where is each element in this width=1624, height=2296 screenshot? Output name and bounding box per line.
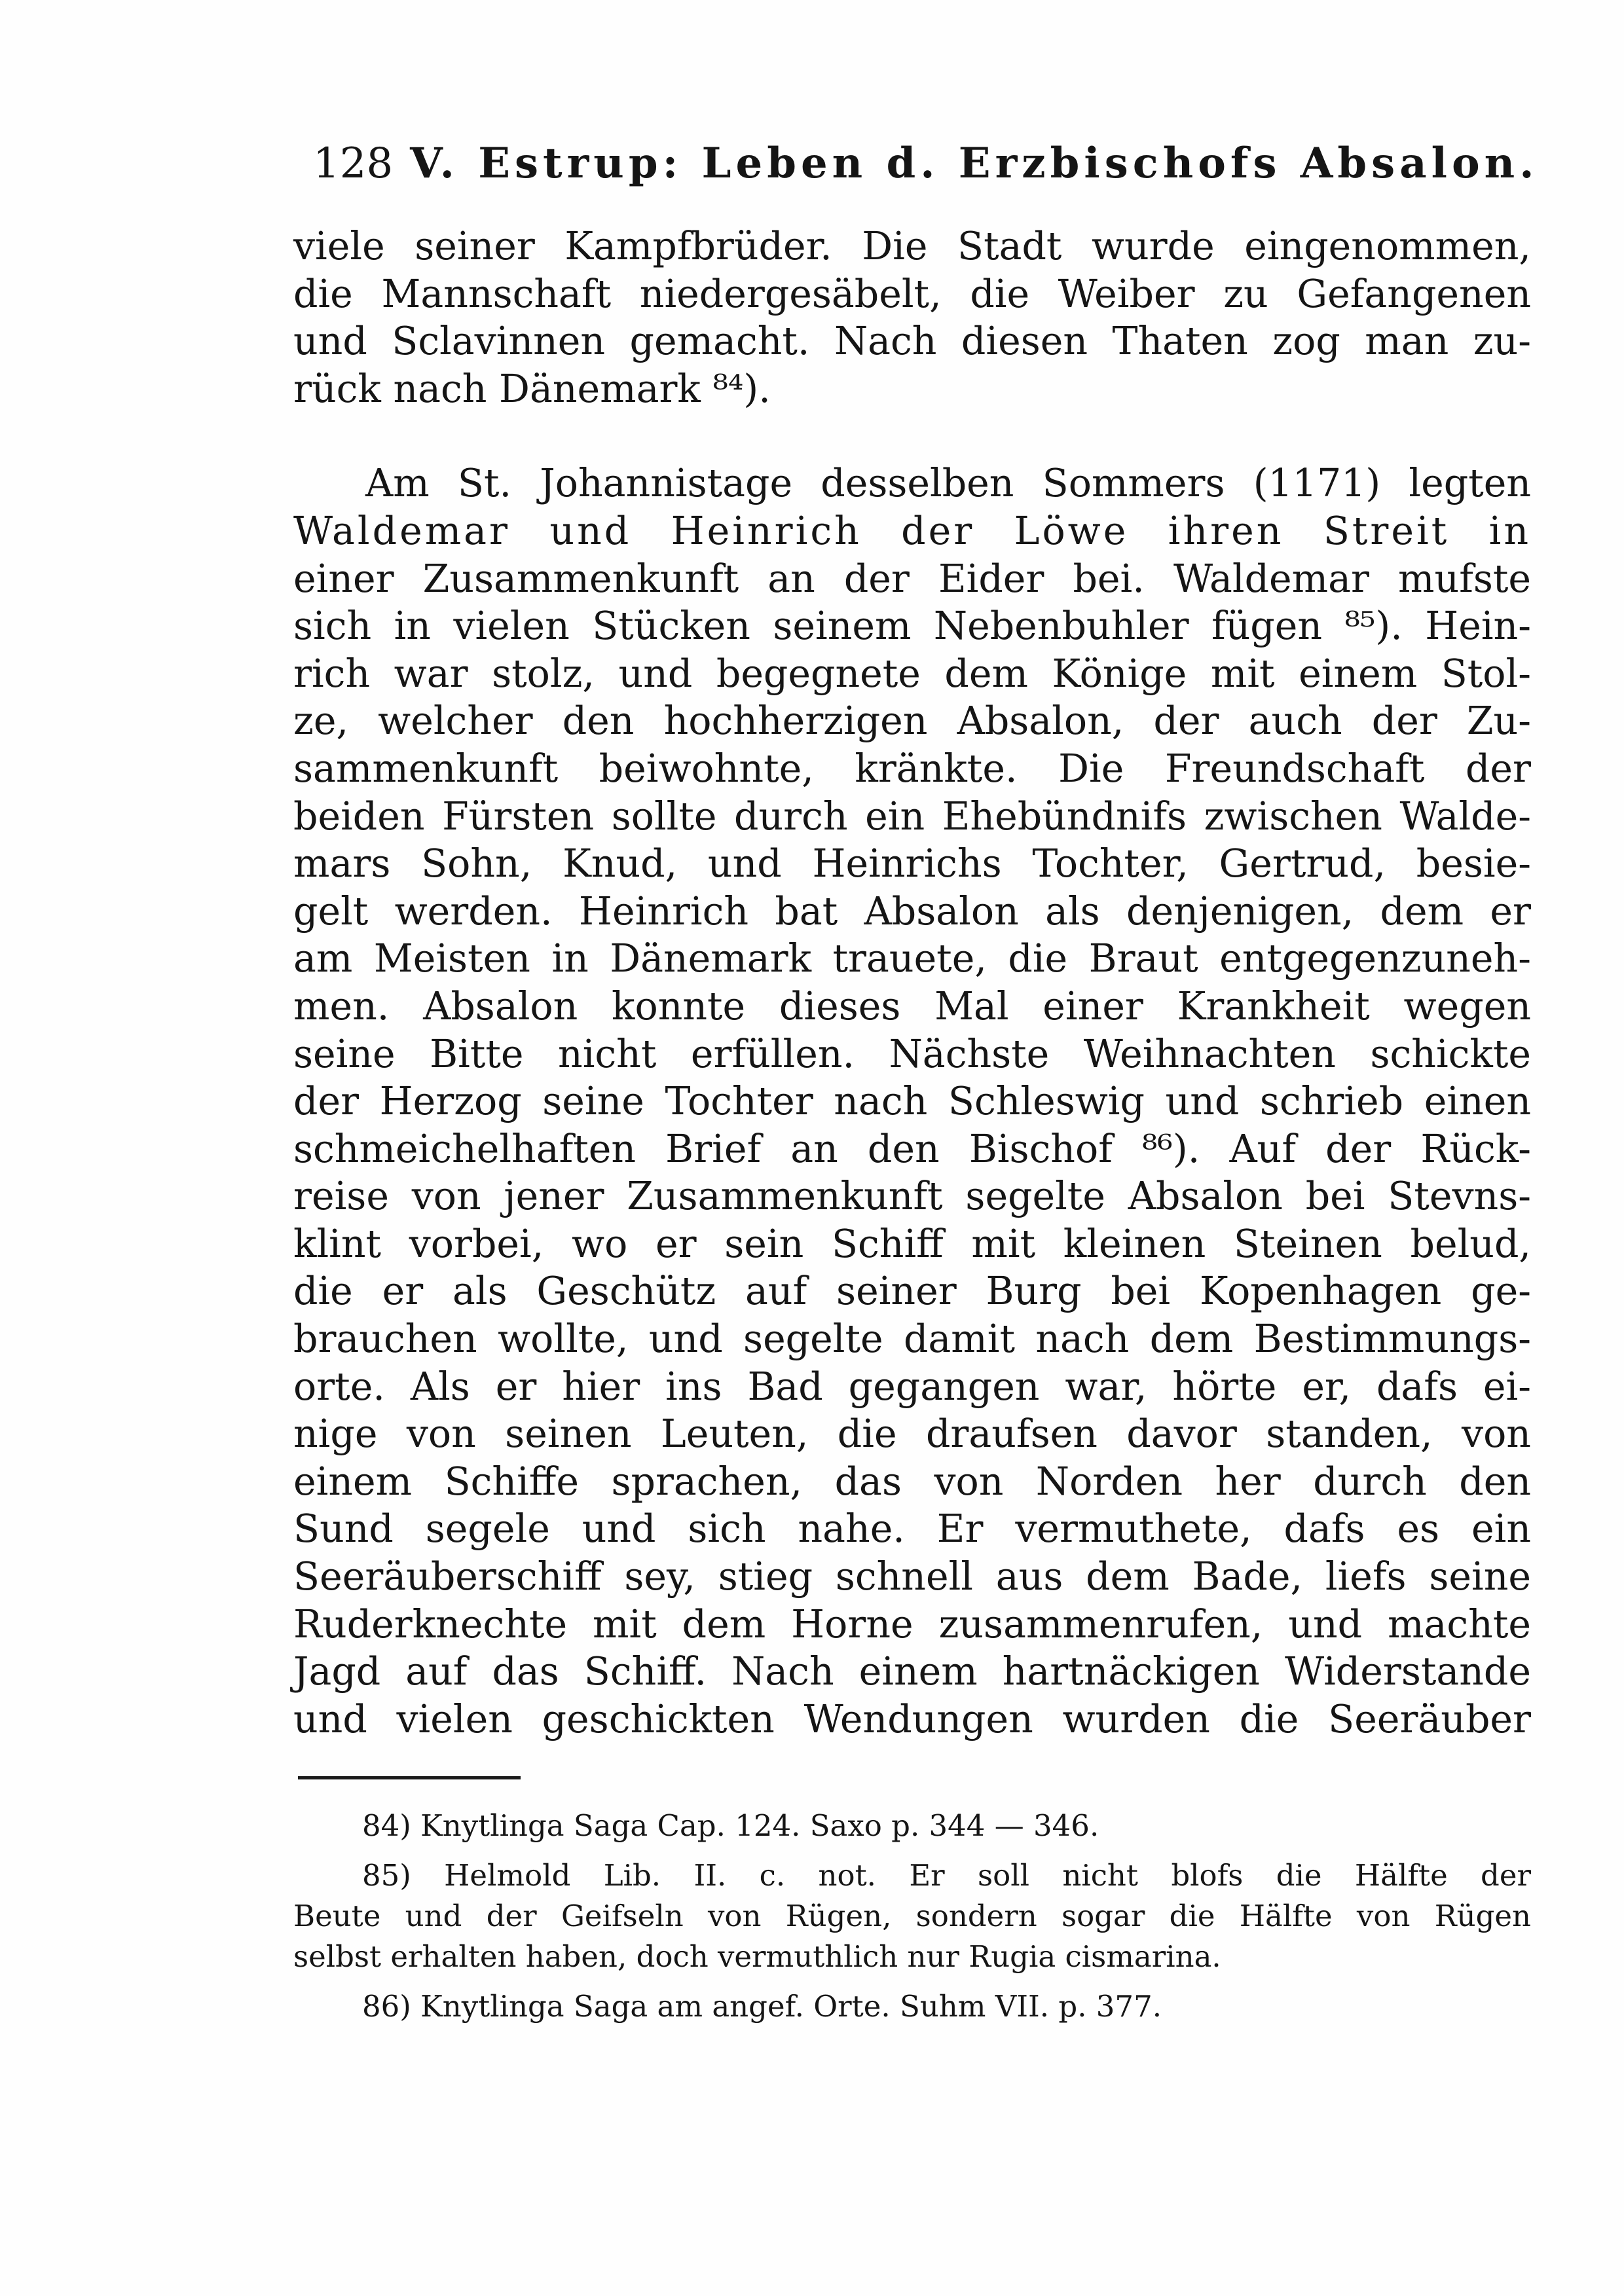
text-line: und Sclavinnen gemacht. Nach diesen Thaten zog man zu- bbox=[293, 319, 1531, 364]
text-line: die er als Geschütz auf seiner Burg bei Kopenhagen ge- bbox=[293, 1269, 1531, 1314]
text-line: Waldemar und Heinrich der Löwe ihren Streit in bbox=[293, 508, 1531, 553]
text-line: schmeichelhaften Brief an den Bischof ⁸⁶). Auf der Rück- bbox=[293, 1126, 1531, 1171]
text-line: beiden Fürsten sollte durch ein Ehebündnifs zwischen Walde- bbox=[293, 793, 1531, 839]
text-line: am Meisten in Dänemark trauete, die Braut entgegenzuneh- bbox=[293, 936, 1531, 981]
footnote-85-cont: selbst erhalten haben, doch vermuthlich nur Rugia cismarina. bbox=[293, 1939, 1221, 1974]
running-title: V. Estrup: Leben d. Erzbischofs Absalon. bbox=[410, 139, 1539, 188]
text-line: und vielen geschickten Wendungen wurden die Seeräuber bbox=[293, 1696, 1531, 1741]
text-line: Seeräuberschiff sey, stieg schnell aus dem Bade, liefs seine bbox=[293, 1554, 1531, 1599]
text-line: Jagd auf das Schiff. Nach einem hartnäckigen Widerstande bbox=[293, 1649, 1531, 1694]
text-line: die Mannschaft niedergesäbelt, die Weiber zu Gefangenen bbox=[293, 271, 1531, 316]
text-line: klint vorbei, wo er sein Schiff mit kleinen Steinen belud, bbox=[293, 1221, 1531, 1266]
text-line: rich war stolz, und begegnete dem Könige mit einem Stol- bbox=[293, 651, 1531, 696]
text-line: ze, welcher den hochherzigen Absalon, der auch der Zu- bbox=[293, 699, 1531, 744]
footnote-86: 86) Knytlinga Saga am angef. Orte. Suhm VII. p. 377. bbox=[362, 1989, 1162, 2024]
text-line: einem Schiffe sprachen, das von Norden her durch den bbox=[293, 1459, 1531, 1504]
text-line: sich in vielen Stücken seinem Nebenbuhler fügen ⁸⁵). Hein- bbox=[293, 604, 1531, 649]
text-line: nige von seinen Leuten, die draufsen davor standen, von bbox=[293, 1412, 1531, 1457]
footnotes bbox=[293, 1806, 1531, 2027]
footnote-rule bbox=[298, 1776, 521, 1779]
text-line: viele seiner Kampfbrüder. Die Stadt wurde eingenommen, bbox=[293, 224, 1531, 268]
text-line: mars Sohn, Knud, und Heinrichs Tochter, Gertrud, besie- bbox=[293, 841, 1531, 886]
text-line: seine Bitte nicht erfüllen. Nächste Weihnachten schickte bbox=[293, 1031, 1531, 1076]
page-number: 128 bbox=[313, 139, 394, 188]
body-text bbox=[293, 223, 1531, 1743]
text-line: einer Zusammenkunft an der Eider bei. Waldemar mufste bbox=[293, 556, 1531, 601]
paragraph-gap bbox=[293, 412, 1531, 460]
text-line: reise von jener Zusammenkunft segelte Absalon bei Stevns- bbox=[293, 1174, 1531, 1219]
text-line: Sund segele und sich nahe. Er vermuthete, dafs es ein bbox=[293, 1506, 1531, 1552]
text-line: rück nach Dänemark ⁸⁴). bbox=[293, 366, 771, 411]
text-line: brauchen wollte, und segelte damit nach dem Bestimmungs- bbox=[293, 1317, 1531, 1362]
text-line: orte. Als er hier ins Bad gegangen war, hörte er, dafs ei- bbox=[293, 1364, 1531, 1409]
footnote-85-cont: Beute und der Geifseln von Rügen, sondern sogar die Hälfte von Rügen bbox=[293, 1899, 1531, 1933]
text-line: gelt werden. Heinrich bat Absalon als denjenigen, dem er bbox=[293, 888, 1531, 934]
running-header bbox=[313, 139, 1539, 188]
text-line: Ruderknechte mit dem Horne zusammenrufen, und machte bbox=[293, 1601, 1531, 1647]
text-line: men. Absalon konnte dieses Mal einer Krankheit wegen bbox=[293, 983, 1531, 1029]
text-line: der Herzog seine Tochter nach Schleswig und schrieb einen bbox=[293, 1079, 1531, 1124]
text-line: sammenkunft beiwohnte, kränkte. Die Freundschaft der bbox=[293, 746, 1531, 791]
footnote-85: 85) Helmold Lib. II. c. not. Er soll nicht blofs die Hälfte der bbox=[362, 1858, 1531, 1893]
text-line: Am St. Johannistage desselben Sommers (1171) legten bbox=[365, 461, 1531, 506]
footnote-84: 84) Knytlinga Saga Cap. 124. Saxo p. 344 — 346. bbox=[362, 1808, 1099, 1843]
